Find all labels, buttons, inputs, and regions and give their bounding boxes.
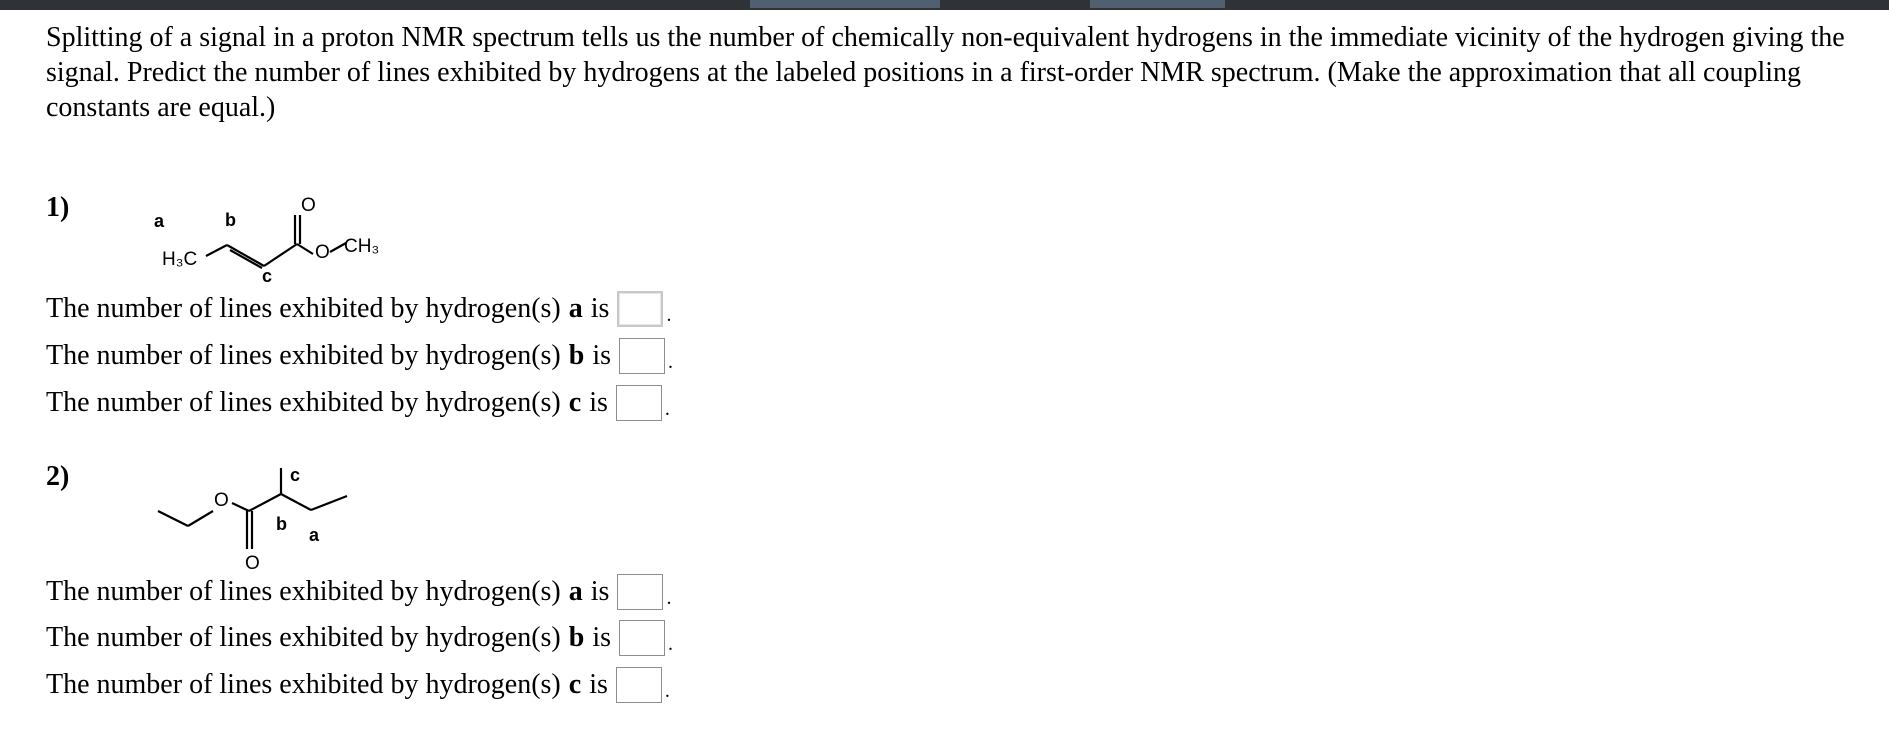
hydrogen-label: b xyxy=(568,340,585,371)
ester-oxygen: O xyxy=(315,242,330,263)
label-b: b xyxy=(276,514,287,534)
question-is: is xyxy=(590,293,610,324)
answer-row xyxy=(46,289,671,329)
period: . xyxy=(666,303,672,326)
hydrogen-label: c xyxy=(568,669,582,700)
question-text: The number of lines exhibited by hydrogen(s) xyxy=(46,293,561,324)
question-is: is xyxy=(592,622,612,653)
answer-input[interactable] xyxy=(617,574,663,610)
answer-input[interactable] xyxy=(616,385,662,421)
question-text: The number of lines exhibited by hydrogen(s) xyxy=(46,669,561,700)
answer-input[interactable] xyxy=(616,667,662,703)
label-b: b xyxy=(225,210,236,230)
period: . xyxy=(668,350,674,373)
h3c-label: H₃C xyxy=(162,249,198,270)
answer-row xyxy=(46,665,670,705)
carbonyl-oxygen: O xyxy=(301,195,316,216)
question-is: is xyxy=(589,387,608,418)
question-text: The number of lines exhibited by hydrogen(s) xyxy=(46,387,561,418)
period: . xyxy=(664,679,670,702)
methyl-label: CH₃ xyxy=(344,236,380,257)
hydrogen-label: a xyxy=(568,293,583,324)
top-bar-tab[interactable] xyxy=(1090,0,1225,8)
period: . xyxy=(668,632,674,655)
question-text: The number of lines exhibited by hydrogen(s) xyxy=(46,576,561,607)
question-text: The number of lines exhibited by hydrogen(s) xyxy=(46,622,561,653)
problem-number: 1) xyxy=(46,192,70,223)
answer-row xyxy=(46,336,673,376)
question-text: The number of lines exhibited by hydrogen(s) xyxy=(46,340,561,371)
answer-input[interactable] xyxy=(617,291,663,327)
carbonyl-oxygen: O xyxy=(245,553,260,574)
period: . xyxy=(666,586,672,609)
hydrogen-label: b xyxy=(568,622,585,653)
question-is: is xyxy=(592,340,612,371)
period: . xyxy=(664,397,670,420)
molecule-1-structure xyxy=(150,193,410,288)
answer-input[interactable] xyxy=(619,338,665,374)
answer-row xyxy=(46,572,671,612)
answer-row xyxy=(46,383,670,423)
label-c: c xyxy=(290,465,301,485)
question-is: is xyxy=(589,669,608,700)
question-intro: Splitting of a signal in a proton NMR spectrum tells us the number of chemically non-equivalent hydrogens in the immediate vicinity of the hydrogen giving the signal. Predict the number of lines exhibited by hydrogens at the labeled positions in a first-order NMR spectrum. (Make the approximation that all coupling constants are equal.) xyxy=(46,22,1845,123)
answer-input[interactable] xyxy=(619,620,665,656)
ester-oxygen: O xyxy=(214,490,229,511)
question-is: is xyxy=(590,576,610,607)
top-bar-tab[interactable] xyxy=(750,0,940,8)
hydrogen-label: a xyxy=(568,576,583,607)
molecule-2-structure xyxy=(150,460,360,575)
label-c: c xyxy=(262,266,273,286)
label-a: a xyxy=(154,211,165,231)
top-bar xyxy=(0,0,1889,10)
label-a: a xyxy=(309,525,320,545)
answer-row xyxy=(46,618,673,658)
problem-number: 2) xyxy=(46,461,70,492)
hydrogen-label: c xyxy=(568,387,582,418)
